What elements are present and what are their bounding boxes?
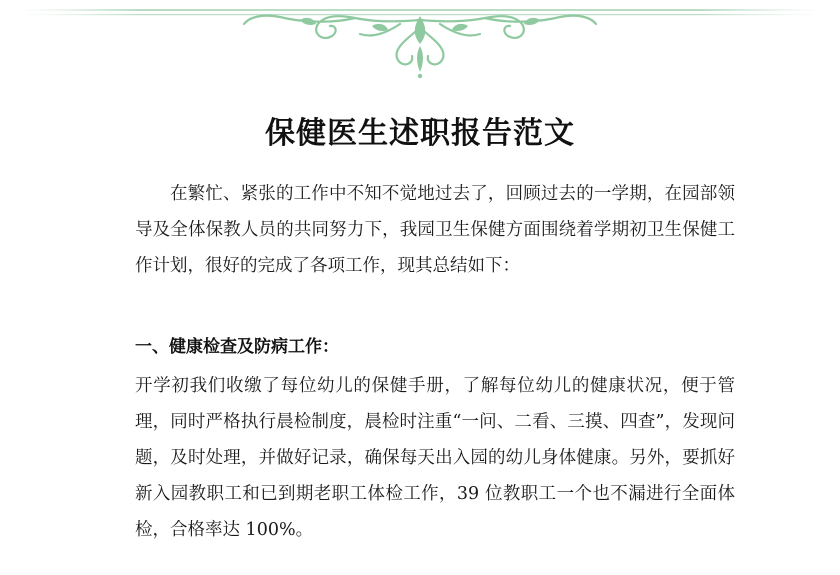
section-heading: 一、健康检查及防病工作： <box>135 337 339 357</box>
intro-paragraph: 在繁忙、紧张的工作中不知不觉地过去了，回顾过去的一学期，在园部领导及全体保教人员的共同努力下，我园卫生保健方面围绕着学期初卫生保健工作计划，很好的完成了各项工作，现其总结如下： <box>135 184 735 276</box>
section-body-paragraph: 开学初我们收缴了每位幼儿的保健手册，了解每位幼儿的健康状况，便于管理，同时严格执行晨检制度，晨检时注重“一问、二看、三摸、四查”，发现问题，及时处理，并做好记录，确保每天出入园的幼儿身体健康。另外，要抓好新入园教职工和已到期老职工体检工作，39 位教职工一个也不漏进行全面体检，合格率达 100%。 <box>135 376 735 540</box>
header-ornament-icon <box>0 0 840 80</box>
document-title: 保健医生述职报告范文 <box>265 116 575 151</box>
